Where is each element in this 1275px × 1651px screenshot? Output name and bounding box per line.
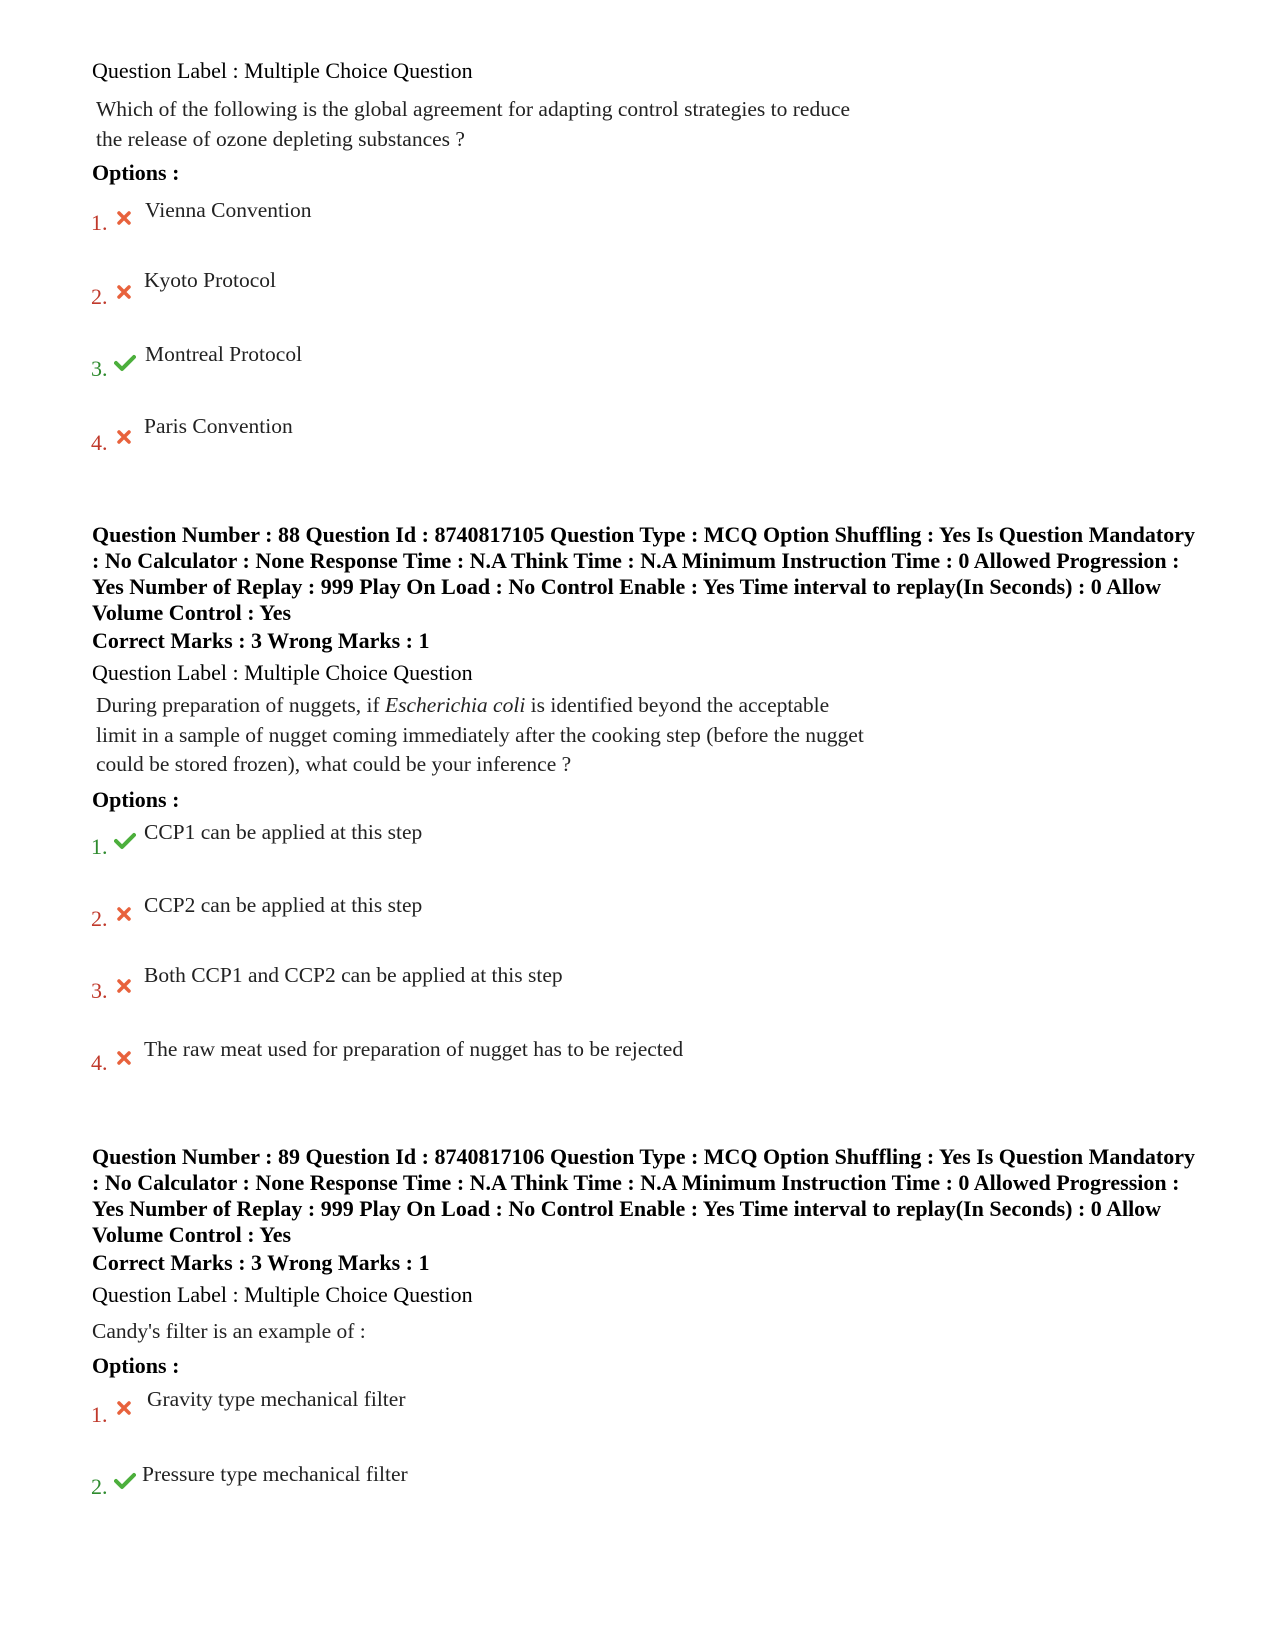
option-number: 1. xyxy=(91,1402,108,1427)
option-text: Gravity type mechanical filter xyxy=(147,1387,406,1411)
option-text: CCP2 can be applied at this step xyxy=(144,893,423,917)
q88-question-text-line1 xyxy=(96,690,829,720)
option-text: Pressure type mechanical filter xyxy=(142,1462,408,1486)
option-text: Both CCP1 and CCP2 can be applied at this step xyxy=(144,963,563,987)
option-number: 1. xyxy=(91,210,108,235)
correct-check-icon xyxy=(114,832,136,850)
option-number: 2. xyxy=(91,284,108,309)
option-number: 2. xyxy=(91,1474,108,1499)
wrong-cross-icon xyxy=(116,429,132,445)
wrong-cross-icon xyxy=(116,284,132,300)
q88-marks: Correct Marks : 3 Wrong Marks : 1 xyxy=(92,628,430,653)
option-number: 3. xyxy=(91,978,108,1003)
option-number: 1. xyxy=(91,834,108,859)
q88-question-text-line3: could be stored frozen), what could be your inference ? xyxy=(96,752,572,776)
q88-text-part-b: is identified beyond the acceptable xyxy=(530,693,830,717)
option-text: CCP1 can be applied at this step xyxy=(144,820,423,844)
correct-check-icon xyxy=(114,1472,136,1490)
option-number: 4. xyxy=(91,1050,108,1075)
option-number: 3. xyxy=(91,356,108,381)
correct-check-icon xyxy=(114,354,136,372)
q89-marks: Correct Marks : 3 Wrong Marks : 1 xyxy=(92,1250,430,1275)
q89-question-label: Question Label : Multiple Choice Question xyxy=(92,1282,473,1307)
option-text: Vienna Convention xyxy=(145,198,312,222)
wrong-cross-icon xyxy=(116,906,132,922)
q88-question-label: Question Label : Multiple Choice Question xyxy=(92,660,473,685)
q88-text-italic: Escherichia coli xyxy=(384,693,526,717)
option-text: Paris Convention xyxy=(144,414,293,438)
option-text: Kyoto Protocol xyxy=(144,268,276,292)
wrong-cross-icon xyxy=(116,1400,132,1416)
option-number: 2. xyxy=(91,906,108,931)
wrong-cross-icon xyxy=(116,978,132,994)
q89-question-text-line1: Candy's filter is an example of : xyxy=(92,1319,366,1343)
q87-options-heading: Options : xyxy=(92,160,180,185)
q88-options-heading: Options : xyxy=(92,787,180,812)
wrong-cross-icon xyxy=(116,1050,132,1066)
q87-question-text-line2: the release of ozone depleting substances ? xyxy=(96,127,465,151)
q87-question-text-line1: Which of the following is the global agreement for adapting control strategies to reduce xyxy=(96,97,851,121)
q89-question-meta: Question Number : 89 Question Id : 8740817106 Question Type : MCQ Option Shuffling : Yes Is Question Mandatory : No Calculator : None Response Time : N.A Think Time : N.A Minimum Instruction Time : 0 Allowed Progression : Yes Number of Replay : 999 Play On Load : No Control Enable : Yes Time interval to replay(In Seconds) : 0 Allow Volume Control : Yes xyxy=(92,1144,1195,1247)
option-text: The raw meat used for preparation of nugget has to be rejected xyxy=(144,1037,684,1061)
q88-question-meta: Question Number : 88 Question Id : 8740817105 Question Type : MCQ Option Shuffling : Yes Is Question Mandatory : No Calculator : None Response Time : N.A Think Time : N.A Minimum Instruction Time : 0 Allowed Progression : Yes Number of Replay : 999 Play On Load : No Control Enable : Yes Time interval to replay(In Seconds) : 0 Allow Volume Control : Yes xyxy=(92,522,1195,625)
wrong-cross-icon xyxy=(116,210,132,226)
q87-question-label: Question Label : Multiple Choice Question xyxy=(92,58,473,83)
q89-options-heading: Options : xyxy=(92,1353,180,1378)
option-number: 4. xyxy=(91,430,108,455)
q88-text-part-a: During preparation of nuggets, if xyxy=(96,693,380,717)
option-text: Montreal Protocol xyxy=(145,342,303,366)
q88-question-text-line2: limit in a sample of nugget coming immediately after the cooking step (before the nugget xyxy=(96,723,864,747)
